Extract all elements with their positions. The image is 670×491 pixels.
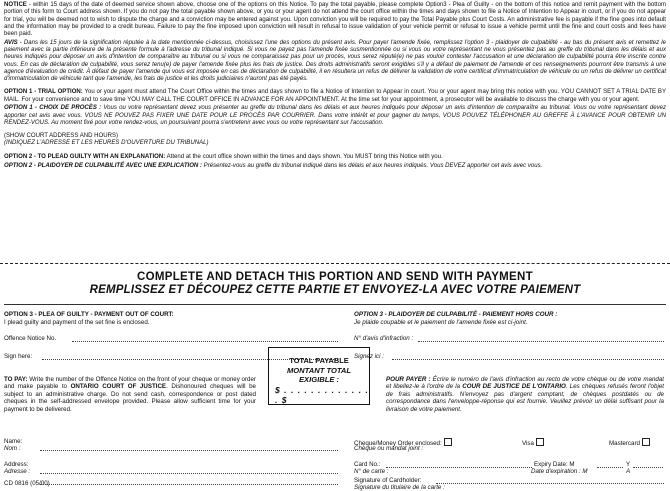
name-field[interactable] (40, 450, 338, 451)
to-pay-text1: Write the number of the Offence Notice on the front of your cheque or money order and make payable to (4, 376, 256, 391)
expiry-label-fr: Date d'expiration : M (531, 468, 588, 475)
sign-label-en: Sign here: (4, 353, 33, 360)
option3-sub-fr: Je plaide coupable et le paiement de l'amende fixée est ci-joint. (354, 319, 528, 326)
option2-en-label: OPTION 2 - TO PLEAD GUILTY WITH AN EXPLANATION: (4, 153, 166, 160)
notice-fr-label: AVIS (4, 39, 18, 46)
pour-payer-payee: COUR DE JUSTICE DE L'ONTARIO (462, 383, 566, 391)
to-pay-text2: . Dishonoured cheques will be subject to an administrative charge. Do not send cash, correspondence or post dated cheques in the self-addressed envelope provided. Please allow sufficient time for your payment to be delivered. (4, 383, 256, 413)
option2-fr-paragraph (4, 163, 666, 170)
notice-en-label: NOTICE (4, 2, 27, 8)
to-pay-label: TO PAY: (4, 376, 28, 383)
expiry-year-field[interactable] (633, 467, 663, 468)
cardholder-sig-label-fr: Signature du titulaire de la carte : (354, 484, 445, 491)
option2-fr-text: Présentez-vous au greffe du tribunal indiqué dans les délais et aux heures indiqués. Vous DEVEZ apporter cet avis avec vous. (202, 162, 543, 169)
offence-no-field[interactable] (72, 341, 338, 342)
section-divider (4, 304, 666, 305)
visa-option[interactable] (522, 438, 544, 447)
card-no-label-en: Card No.: (354, 461, 381, 468)
offence-no-label-en: Offence Notice No. (4, 335, 57, 342)
offence-no-field-fr[interactable] (418, 341, 664, 342)
court-address-fr: (INDIQUEZ L'ADRESSE ET LES HEURES D'OUVERTURE DU TRIBUNAL) (4, 140, 209, 147)
total-payable-label-en: TOTAL PAYABLE (289, 356, 349, 365)
option3-sub-en: I plead guilty and payment of the set fine is enclosed. (4, 319, 150, 326)
mastercard-option[interactable] (609, 438, 650, 447)
option2-fr-label: OPTION 2 - PLAIDOYER DE CULPABILITÉ AVEC UNE EXPLICATION : (4, 162, 202, 169)
pour-payer-label: POUR PAYER : (386, 376, 431, 383)
option1-en-paragraph (4, 89, 666, 104)
pour-payer-instructions (386, 376, 664, 413)
total-payable-amount-field[interactable]: $ . . . . . . . . . . . . . . $ (275, 385, 369, 405)
cheque-label-fr: Chèque ou mandat joint : (354, 445, 424, 452)
address-field[interactable] (40, 473, 338, 474)
option3-title-fr: OPTION 3 - PLAIDOYER DE CULPABILITÉ - PAIEMENT HORS COUR : (354, 311, 558, 318)
address-label-fr: Adresse : (4, 468, 31, 475)
total-payable-box (268, 347, 370, 405)
visa-label: Visa (522, 440, 534, 447)
option1-en-label: OPTION 1 - TRIAL OPTION: (4, 89, 83, 96)
cheque-label-en: Cheque/Money Order enclosed: (354, 440, 442, 447)
option1-fr-paragraph (4, 105, 666, 127)
court-address-en: (SHOW COURT ADDRESS AND HOURS) (4, 133, 119, 140)
visa-checkbox[interactable] (536, 438, 544, 446)
to-pay-payee: ONTARIO COURT OF JUSTICE (70, 383, 167, 391)
option2-en-paragraph (4, 154, 666, 161)
cardholder-sig-label-en: Signature of Cardholder: (354, 477, 422, 484)
pour-payer-text2: . Les chèques refusés feront l'objet de frais administratifs. N'envoyez pas d'argent comptant, de chèques postdatés ou de correspondance dans l'enveloppe-réponse qui est fournie. Veuillez prévoir un délai suffisant pour la livraison de votre paiement. (386, 383, 664, 413)
expiry-label-en: Expiry Date: M (534, 461, 575, 468)
card-number-field[interactable] (386, 467, 532, 468)
total-payable-label-fr: MONTANT TOTAL EXIGIBLE : (286, 366, 352, 384)
to-pay-instructions (4, 376, 256, 413)
option3-title-en: OPTION 3 - PLEA OF GUILTY - PAYMENT OUT OF COURT: (4, 311, 174, 318)
notice-text-block (4, 2, 666, 171)
mastercard-checkbox[interactable] (642, 438, 650, 446)
address-field-line2[interactable] (40, 484, 338, 485)
notice-fr-paragraph (4, 40, 666, 84)
pour-payer-text1: Écrire le numéro de l'avis d'infraction au recto de votre chèque ou de votre mandat et libellez-le à l'ordre de la (386, 376, 664, 391)
signature-field-fr[interactable] (392, 359, 664, 360)
sign-label-fr: Signez ici : (354, 353, 384, 360)
detach-cut-line (0, 263, 670, 264)
option1-en-text: You or your agent must attend The Court Office within the times and days shown to file a Notice of Intention to Appear in court. You or your agent may bring this notice with you. YOU CANNOT SET A TRIAL DATE BY MAIL. For your convenience and to save time YOU MAY CALL THE COURT OFFICE IN ADVANCE FOR AN APPOINTMENT. At the time set for your appointment, a prosecutor will be available to discuss the charge with you or your agent. (4, 89, 666, 103)
expiry-year-label: Y (626, 461, 631, 468)
cardholder-signature-field[interactable] (436, 483, 664, 484)
detach-heading-fr: REMPLISSEZ ET DÉCOUPEZ CETTE PARTIE ET ENVOYEZ-LA AVEC VOTRE PAIEMENT (89, 284, 581, 296)
option1-fr-text: Vous ou votre représentant devez vous présenter au greffe du tribunal dans les délais et aux heures indiqués pour déposer un avis d'intention de comparaître au tribunal. Vous ou votre représentant devez apporter cet avis avec vous. VOUS NE POUVEZ PAS FIXER UNE DATE POUR LE PROCÈS PAR COURRIER. Dans votre intérêt et pour gagner du temps, VOUS POUVEZ TÉLÉPHONER AU GREFFE À L'AVANCE POUR OBTENIR UN RENDEZ-VOUS. Au moment fixé pour votre rendez-vous, un poursuivant pourra s'entretenir avec vous ou votre représentant sur l'accusation. (4, 105, 666, 126)
address-label-en: Address: (4, 461, 29, 468)
option2-en-text: Attend at the court office shown within the times and days shown. You MUST bring this Notice with you. (165, 153, 443, 160)
option1-fr-label: OPTION 1 - CHOIX DE PROCÈS : (4, 105, 102, 112)
notice-fr-text: - Dans les 15 jours de la signification réputée à la date mentionnée ci-dessus, choisissez l'une des options du présent avis. Pour payer l'amende fixée, remplissez l'option 3 - plaidoyer de culpabilité - au bas du présent avis et remettez le paiement avec la partie inférieure de la présente formule à l'adresse du tribunal indiqué. Si vous ne payez pas l'amende fixée susmentionnée ou si vous ou votre représentant ne vous présentez pas au greffe du tribunal dans les délais et aux heures indiqués pour déposer un avis d'intention de comparaître au tribunal ou si vous ne comparaissez pas pour un procès, vous serez réputé(e) ne pas vouloir contester l'accusation et une déclaration de culpabilité pourra être inscrite contre vous. En cas de déclaration de culpabilité, vous serez tenu(e) de payer l'amende fixée plus les frais de justice. Des droits administratifs seront exigibles s'il y a défaut de paiement de l'amende et ces renseignements pourront être transmis à une agence d'évaluation de crédit. À défaut de payer l'amende qui vous est imposée en cas de déclaration de culpabilité, il en résultera un refus de délivrer la validation de votre certificat d'immatriculation de véhicule ou un refus de délivrer un certificat d'immatriculation de véhicule tant que l'amende, les frais de justice et les droits judiciaires n'auront pas été payés. (4, 39, 666, 83)
name-label-fr: Nom : (4, 445, 21, 452)
notice-en-paragraph (4, 2, 666, 38)
detach-heading-en: COMPLETE AND DETACH THIS PORTION AND SEND WITH PAYMENT (137, 271, 533, 283)
mastercard-label: Mastercard (609, 440, 640, 447)
offence-no-label-fr: N° d'avis d'infraction : (354, 335, 414, 342)
name-label-en: Name: (4, 438, 23, 445)
form-code: CD 0816 (05/00) (4, 480, 50, 487)
card-no-label-fr: N° de carte : (354, 468, 389, 475)
expiry-year-label-fr: A (626, 468, 631, 475)
expiry-month-field[interactable] (597, 467, 623, 468)
cheque-checkbox[interactable] (444, 438, 452, 446)
notice-en-text: - within 15 days of the date of deemed service shown above, choose one of the options on this Notice. To pay the total payable, please complete Option3 - Plea of Guilty - on the bottom of this notice and remit payment with the bottom portion of this form to Court address shown. If you do not pay the total payable shown above, or you or your agent do not attend the court office within the times and days shown to file a Notice of Intention to Appear in court, or if you do not appear for trial, you will be deemed not to wish to dispute the charge and a conviction may be entered against you. Upon conviction you will be required to pay the Total Payable plus Court Costs. An administrative fee is payable if the fine goes into default and the information may be provided to a credit bureau. Failure to pay the fine imposed upon conviction will result in refusal to issue validation of your vehicle permit or refusal to issue a vehicle permit until the fine and court costs and fees have been paid. (4, 2, 666, 37)
